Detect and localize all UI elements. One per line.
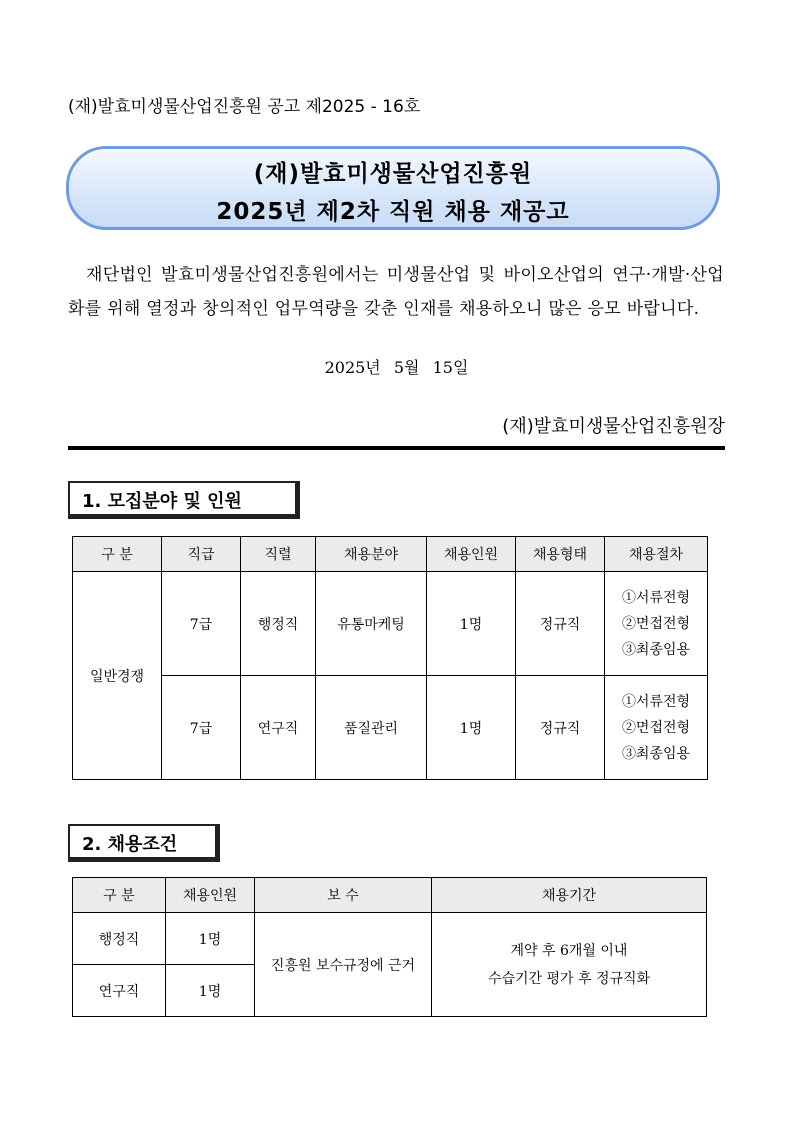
table-row: [73, 572, 708, 676]
field-cell: 품질관리: [316, 676, 427, 780]
table-row: [73, 913, 707, 965]
section2-title: 2. 채용조건: [68, 824, 220, 862]
procedure-step: ①서류전형: [621, 589, 691, 606]
title-banner: [66, 146, 720, 230]
intro-paragraph: 재단법인 발효미생물산업진흥원에서는 미생물산업 및 바이오산업의 연구·개발·산업화를 위해 열정과 창의적인 업무역량을 갖춘 인재를 채용하오니 많은 응모 바랍니다.: [68, 265, 724, 319]
date-year: 2025년: [324, 358, 381, 377]
procedure-step: ②면접전형: [621, 615, 691, 632]
date-month: 5월: [393, 358, 420, 377]
table-row: [73, 676, 708, 780]
type-cell: 정규직: [516, 676, 605, 780]
header-type: 채용형태: [516, 537, 605, 572]
header-grade: 직급: [162, 537, 241, 572]
date-day: 15일: [432, 358, 469, 377]
count-cell: 1명: [166, 965, 255, 1017]
type-cell: 정규직: [516, 572, 605, 676]
procedure-cell: [605, 572, 708, 676]
header-procedure: 채용절차: [605, 537, 708, 572]
header-field: 채용분야: [316, 537, 427, 572]
grade-cell: 7급: [162, 572, 241, 676]
notice-date: [0, 355, 793, 378]
banner-org-title: (재)발효미생물산업진흥원: [253, 161, 533, 187]
category-cell: 행정직: [73, 913, 166, 965]
procedure-step: ①서류전형: [621, 693, 691, 710]
series-cell: 연구직: [241, 676, 316, 780]
header-count: 채용인원: [427, 537, 516, 572]
count-cell: 1명: [427, 676, 516, 780]
header-series: 직렬: [241, 537, 316, 572]
period-line: 수습기간 평가 후 정규직화: [487, 970, 651, 987]
count-cell: 1명: [427, 572, 516, 676]
conditions-table: [72, 877, 707, 1017]
grade-cell: 7급: [162, 676, 241, 780]
divider: [68, 446, 725, 450]
field-cell: 유통마케팅: [316, 572, 427, 676]
table-header-row: [73, 537, 708, 572]
recruit-group: 일반경쟁: [73, 572, 162, 780]
procedure-step: ②면접전형: [621, 719, 691, 736]
procedure-step: ③최종임용: [621, 641, 691, 658]
period-cell: [432, 913, 707, 1017]
recruitment-table: [72, 536, 708, 780]
header-category: 구 분: [73, 878, 166, 913]
procedure-cell: [605, 676, 708, 780]
header-count: 채용인원: [166, 878, 255, 913]
signer: (재)발효미생물산업진흥원장: [502, 416, 725, 437]
procedure-step: ③최종임용: [621, 745, 691, 762]
header-salary: 보 수: [255, 878, 432, 913]
count-cell: 1명: [166, 913, 255, 965]
notice-number: (재)발효미생물산업진흥원 공고 제2025 - 16호: [68, 97, 421, 117]
table-header-row: [73, 878, 707, 913]
section1-title: 1. 모집분야 및 인원: [68, 481, 300, 519]
salary-cell: 진흥원 보수규정에 근거: [255, 913, 432, 1017]
header-category: 구 분: [73, 537, 162, 572]
series-cell: 행정직: [241, 572, 316, 676]
category-cell: 연구직: [73, 965, 166, 1017]
banner-notice-title: 2025년 제2차 직원 채용 재공고: [216, 199, 570, 225]
period-line: 계약 후 6개월 이내: [510, 942, 628, 959]
header-period: 채용기간: [432, 878, 707, 913]
